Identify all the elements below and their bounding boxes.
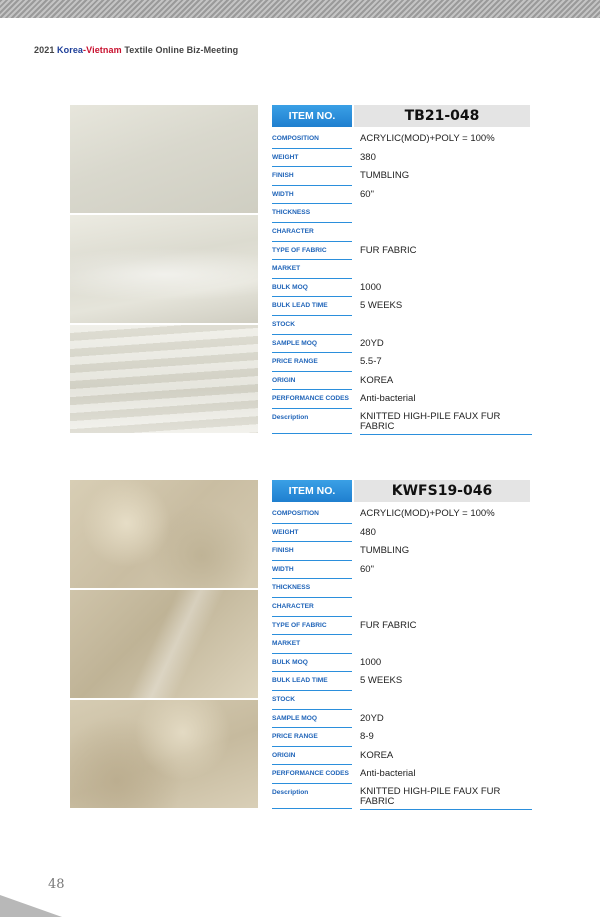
row-divider (360, 434, 532, 435)
spec-value (360, 260, 532, 278)
spec-value (360, 579, 532, 597)
spec-label: SAMPLE MOQ (272, 335, 352, 354)
item-no-value: TB21-048 (354, 105, 530, 127)
row-divider (360, 809, 532, 810)
spec-row-price-range (272, 728, 532, 747)
spec-value: 5 WEEKS (360, 300, 403, 312)
spec-row-market (272, 260, 532, 279)
spec-row-stock (272, 316, 532, 335)
spec-label: TYPE OF FABRIC (272, 617, 352, 636)
spec-row-bulk-moq (272, 654, 532, 673)
product-1-photos (70, 105, 258, 435)
spec-row-finish (272, 542, 532, 561)
spec-label: THICKNESS (272, 579, 352, 598)
header-korea: Korea (57, 45, 84, 55)
spec-label: STOCK (272, 691, 352, 710)
spec-row-price-range (272, 353, 532, 372)
spec-row-bulk-moq (272, 279, 532, 298)
spec-value: 5 WEEKS (360, 675, 403, 687)
spec-label: PERFORMANCE CODES (272, 765, 352, 784)
fabric-photo (70, 215, 258, 323)
spec-row-bulk-lead-time (272, 672, 532, 691)
spec-value (360, 635, 532, 653)
spec-row-width (272, 186, 532, 205)
spec-value (360, 316, 532, 334)
spec-row-performance-codes (272, 390, 532, 409)
spec-value: Anti-bacterial (360, 393, 416, 405)
item-no-label: ITEM NO. (272, 480, 352, 502)
spec-value: 8-9 (360, 731, 374, 743)
spec-label: FINISH (272, 167, 352, 186)
spec-label: WEIGHT (272, 524, 352, 543)
spec-value: 20YD (360, 337, 384, 349)
spec-row-thickness (272, 204, 532, 223)
spec-label: MARKET (272, 260, 352, 279)
header-vietnam: Vietnam (86, 45, 122, 55)
spec-row-weight (272, 149, 532, 168)
spec-value: 60" (360, 188, 374, 200)
page-header (34, 45, 238, 55)
spec-value: ACRYLIC(MOD)+POLY = 100% (360, 133, 495, 144)
spec-value (360, 691, 532, 709)
fabric-photo (70, 700, 258, 808)
spec-label: ORIGIN (272, 372, 352, 391)
spec-label: PRICE RANGE (272, 728, 352, 747)
spec-label: THICKNESS (272, 204, 352, 223)
spec-row-bulk-lead-time (272, 297, 532, 316)
spec-header (272, 480, 532, 502)
spec-value: 20YD (360, 712, 384, 724)
spec-label: COMPOSITION (272, 130, 352, 149)
spec-label: WIDTH (272, 561, 352, 580)
spec-label: BULK LEAD TIME (272, 672, 352, 691)
spec-row-character (272, 223, 532, 242)
spec-value: TUMBLING (360, 545, 410, 557)
spec-table (272, 480, 532, 810)
page-number: 48 (48, 877, 65, 892)
spec-row-finish (272, 167, 532, 186)
spec-value: 480 (360, 526, 376, 538)
spec-row-origin (272, 372, 532, 391)
spec-label: BULK MOQ (272, 279, 352, 298)
spec-value: KNITTED HIGH-PILE FAUX FUR FABRIC (360, 785, 501, 807)
item-no-label: ITEM NO. (272, 105, 352, 127)
spec-value (360, 598, 532, 616)
spec-row-weight (272, 524, 532, 543)
spec-value: 380 (360, 151, 376, 163)
spec-label: BULK MOQ (272, 654, 352, 673)
spec-value: TUMBLING (360, 170, 410, 182)
header-event-name: Textile Online Biz-Meeting (124, 45, 239, 55)
spec-row-composition (272, 505, 532, 524)
spec-label: BULK LEAD TIME (272, 297, 352, 316)
spec-row-composition (272, 130, 532, 149)
spec-label: FINISH (272, 542, 352, 561)
spec-label: ORIGIN (272, 747, 352, 766)
spec-row-thickness (272, 579, 532, 598)
spec-value: KOREA (360, 374, 394, 386)
spec-value (360, 223, 532, 241)
spec-label: WIDTH (272, 186, 352, 205)
spec-label: SAMPLE MOQ (272, 710, 352, 729)
spec-value: ACRYLIC(MOD)+POLY = 100% (360, 508, 495, 519)
spec-value: KNITTED HIGH-PILE FAUX FUR FABRIC (360, 410, 501, 432)
fabric-photo (70, 480, 258, 588)
corner-decoration (0, 895, 62, 917)
spec-row-description (272, 409, 532, 435)
spec-label: MARKET (272, 635, 352, 654)
spec-row-character (272, 598, 532, 617)
spec-header (272, 105, 532, 127)
spec-label: TYPE OF FABRIC (272, 242, 352, 261)
header-dash: - (83, 45, 87, 55)
spec-label: Description (272, 784, 352, 809)
fabric-photo (70, 325, 258, 433)
spec-value: FUR FABRIC (360, 619, 417, 631)
spec-label: CHARACTER (272, 223, 352, 242)
spec-table (272, 105, 532, 435)
product-2-photos (70, 480, 258, 810)
spec-value: 5.5-7 (360, 356, 382, 368)
spec-value (360, 204, 532, 222)
spec-row-description (272, 784, 532, 810)
top-decorative-band (0, 0, 600, 18)
spec-value: KOREA (360, 749, 394, 761)
spec-value: 60" (360, 563, 374, 575)
item-no-value: KWFS19-046 (354, 480, 530, 502)
spec-row-market (272, 635, 532, 654)
header-year: 2021 (34, 45, 55, 55)
spec-label: PRICE RANGE (272, 353, 352, 372)
spec-value: FUR FABRIC (360, 244, 417, 256)
spec-label: CHARACTER (272, 598, 352, 617)
spec-row-sample-moq (272, 710, 532, 729)
fabric-photo (70, 590, 258, 698)
spec-row-type-of-fabric (272, 242, 532, 261)
spec-label: WEIGHT (272, 149, 352, 168)
spec-row-type-of-fabric (272, 617, 532, 636)
spec-value: Anti-bacterial (360, 768, 416, 780)
spec-label: PERFORMANCE CODES (272, 390, 352, 409)
spec-label: Description (272, 409, 352, 434)
spec-row-origin (272, 747, 532, 766)
spec-value: 1000 (360, 656, 382, 668)
spec-row-sample-moq (272, 335, 532, 354)
spec-row-stock (272, 691, 532, 710)
spec-row-performance-codes (272, 765, 532, 784)
spec-row-width (272, 561, 532, 580)
spec-label: COMPOSITION (272, 505, 352, 524)
spec-label: STOCK (272, 316, 352, 335)
fabric-photo (70, 105, 258, 213)
spec-value: 1000 (360, 281, 382, 293)
